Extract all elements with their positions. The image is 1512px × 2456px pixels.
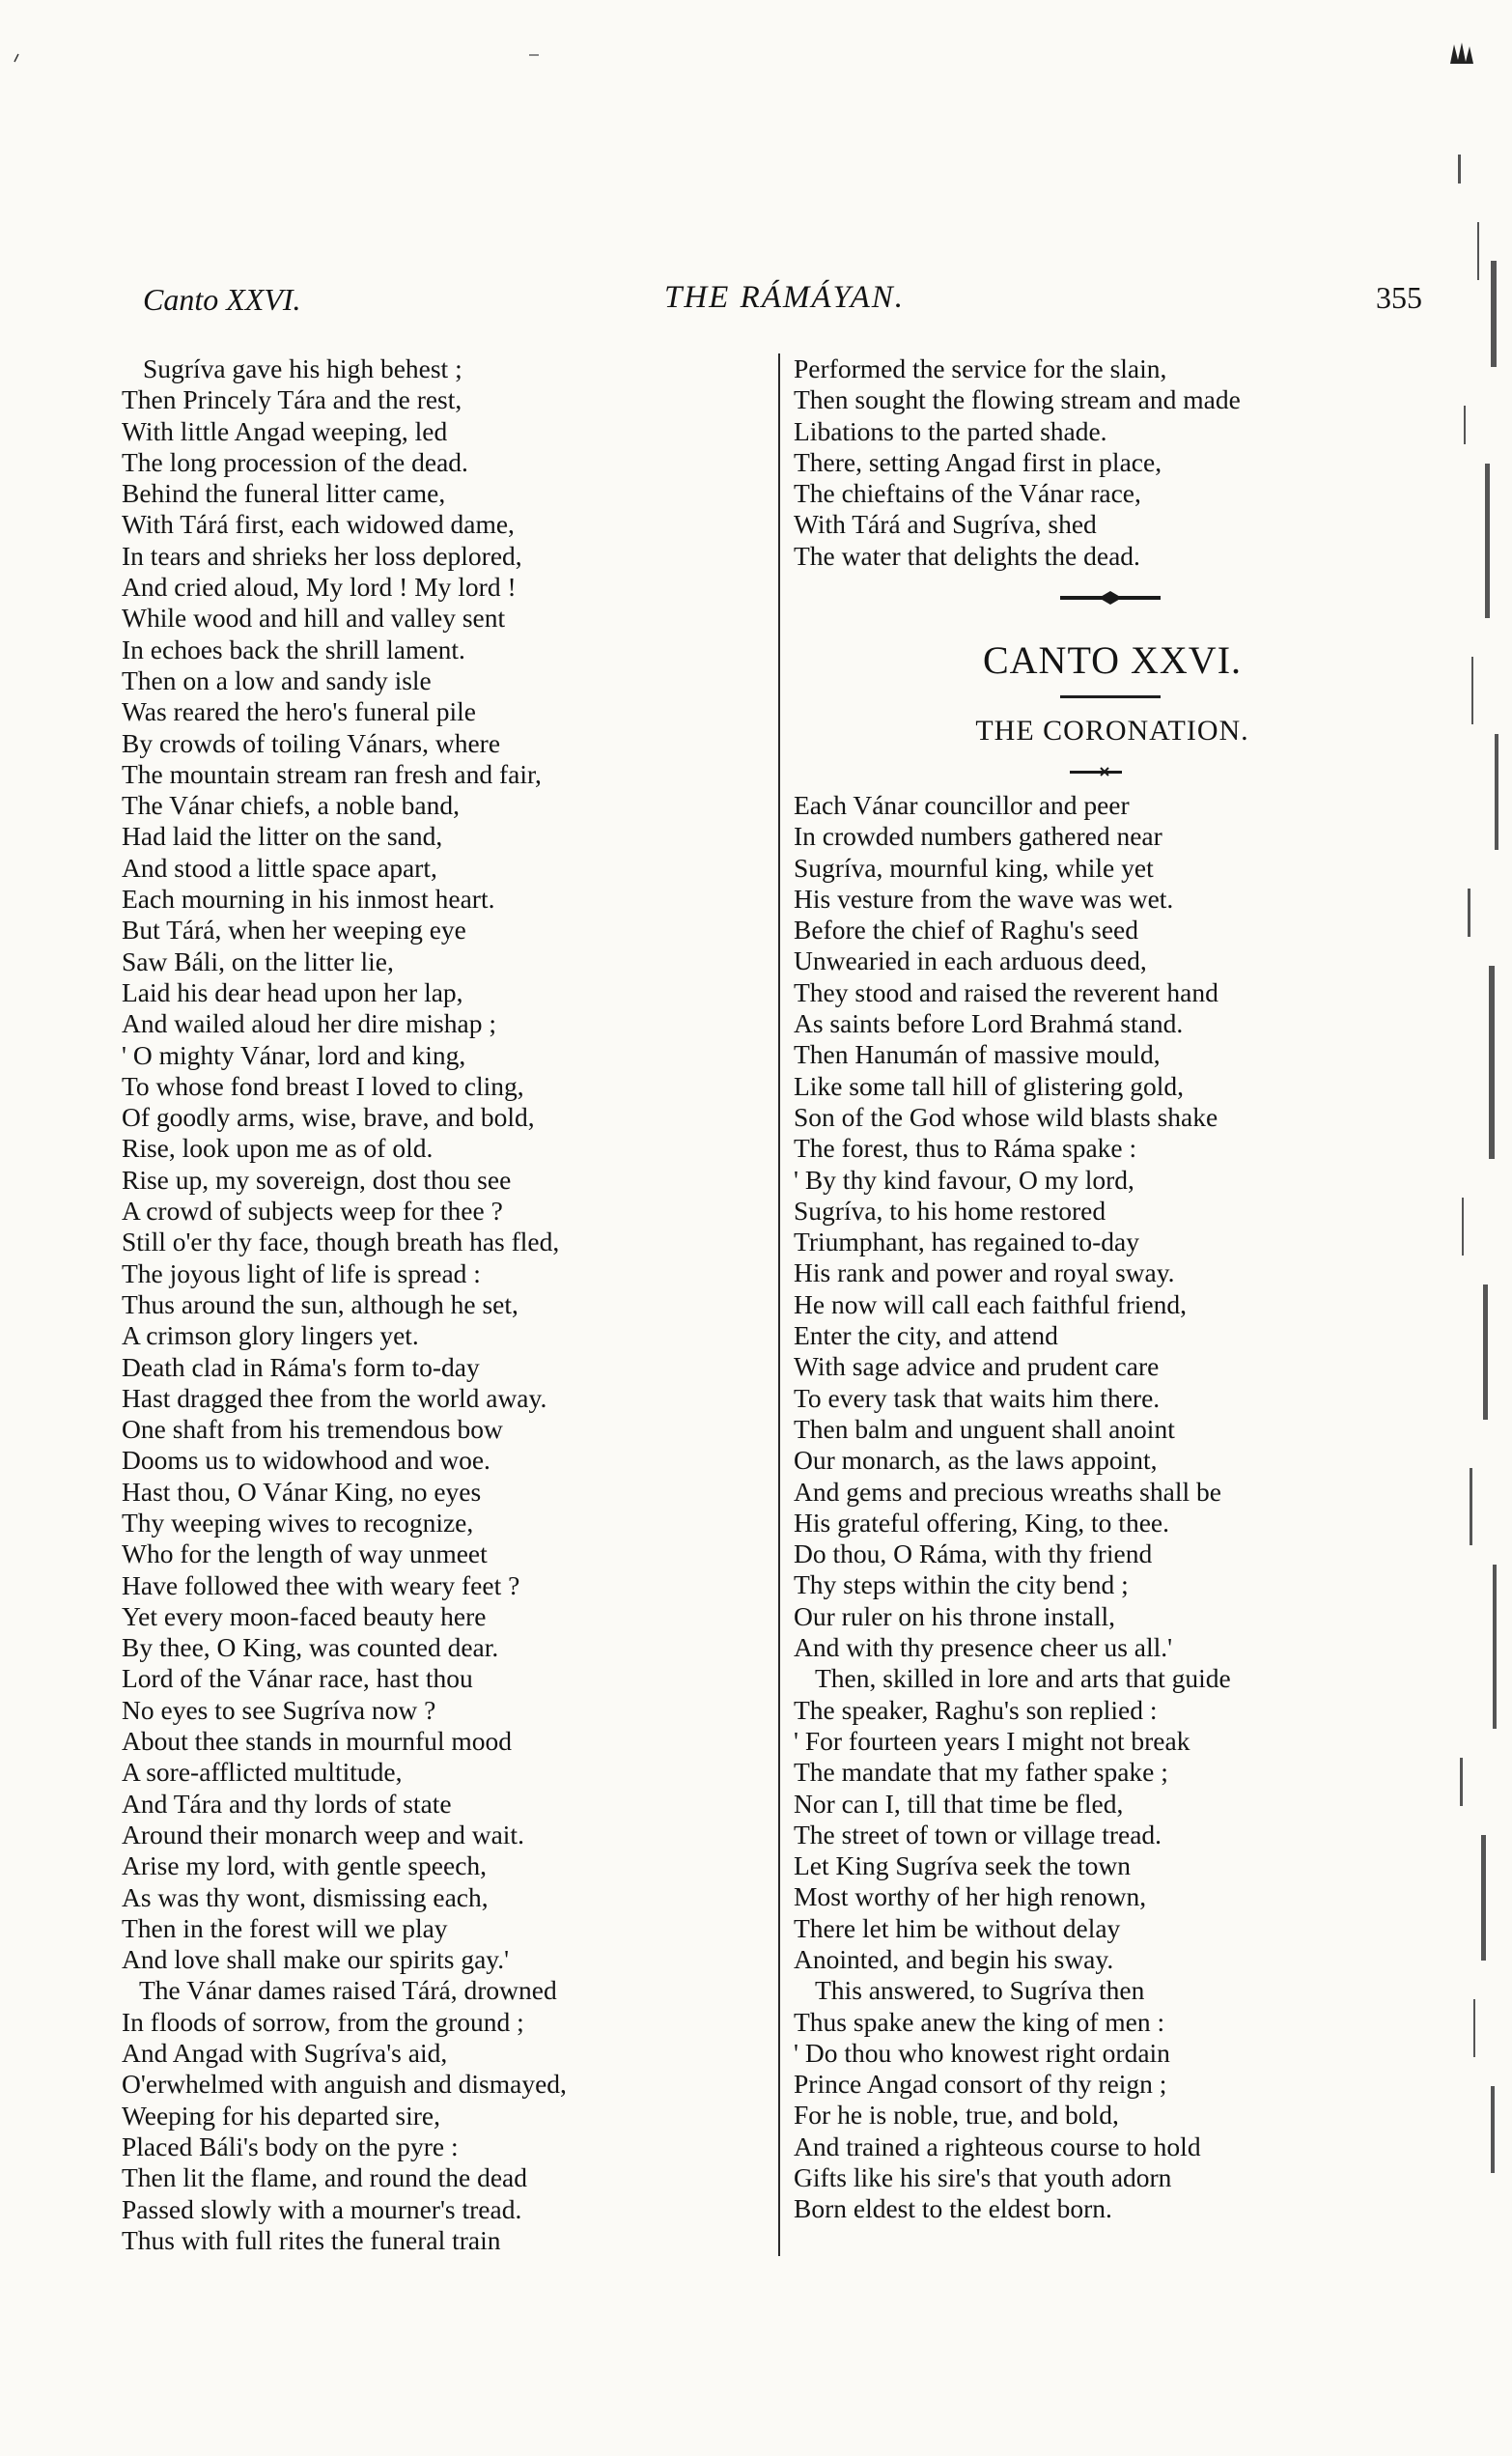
verse-line: About thee stands in mournful mood bbox=[122, 1726, 513, 1757]
verse-line: To every task that waits him there. bbox=[794, 1382, 1161, 1413]
running-header-left: Canto XXVI. bbox=[143, 282, 301, 317]
verse-line: Sugríva, mournful king, while yet bbox=[794, 852, 1154, 883]
verse-line: And with thy presence cheer us all.' bbox=[794, 1632, 1173, 1663]
verse-line: In tears and shrieks her loss deplored, bbox=[122, 540, 522, 571]
verse-line: His rank and power and royal sway. bbox=[794, 1257, 1175, 1288]
verse-line: Enter the city, and attend bbox=[794, 1320, 1058, 1351]
right-column-top bbox=[794, 353, 1431, 572]
ornament-divider-icon bbox=[1060, 591, 1161, 605]
verse-line: Thy weeping wives to recognize, bbox=[122, 1507, 474, 1538]
canto-subtitle: THE CORONATION. bbox=[975, 715, 1249, 747]
right-column-bottom bbox=[794, 790, 1431, 2225]
verse-line: Let King Sugríva seek the town bbox=[794, 1850, 1132, 1881]
verse-line: Laid his dear head upon her lap, bbox=[122, 976, 463, 1007]
verse-line: By thee, O King, was counted dear. bbox=[122, 1632, 499, 1663]
verse-line: As saints before Lord Brahmá stand. bbox=[794, 1008, 1184, 1039]
verse-line: This answered, to Sugríva then bbox=[815, 1975, 1145, 2006]
scan-corner-mark bbox=[1448, 39, 1477, 66]
verse-line: Saw Báli, on the litter lie, bbox=[122, 946, 394, 976]
verse-line: His vesture from the wave was wet. bbox=[794, 883, 1174, 914]
verse-line: His grateful offering, King, to thee. bbox=[794, 1507, 1169, 1538]
verse-line: Then in the forest will we play bbox=[122, 1912, 448, 1943]
verse-line: And wailed aloud her dire mishap ; bbox=[122, 1008, 496, 1039]
verse-line: The speaker, Raghu's son replied : bbox=[794, 1694, 1158, 1725]
verse-line: O'erwhelmed with anguish and dismayed, bbox=[122, 2069, 567, 2100]
verse-line: The forest, thus to Ráma spake : bbox=[794, 1133, 1137, 1164]
verse-line: Nor can I, till that time be fled, bbox=[794, 1788, 1124, 1819]
verse-line: A crowd of subjects weep for thee ? bbox=[122, 1196, 503, 1227]
verse-line: Was reared the hero's funeral pile bbox=[122, 696, 476, 727]
verse-line: With Tárá first, each widowed dame, bbox=[122, 509, 515, 540]
scan-edge-noise bbox=[1448, 116, 1512, 2221]
verse-line: The water that delights the dead. bbox=[794, 540, 1140, 571]
verse-line: Libations to the parted shade. bbox=[794, 415, 1107, 446]
verse-line: And gems and precious wreaths shall be bbox=[794, 1476, 1221, 1507]
verse-line: Thus around the sun, although he set, bbox=[122, 1288, 518, 1319]
verse-line: Then Hanumán of massive mould, bbox=[794, 1039, 1161, 1070]
verse-line: Do thou, O Ráma, with thy friend bbox=[794, 1539, 1153, 1569]
verse-line: In crowded numbers gathered near bbox=[794, 821, 1162, 852]
verse-line: Behind the funeral litter came, bbox=[122, 478, 446, 509]
heading-rule bbox=[1060, 695, 1161, 698]
scan-dash bbox=[529, 54, 539, 56]
verse-line: The Vánar dames raised Tárá, drowned bbox=[139, 1975, 557, 2006]
verse-line: Born eldest to the eldest born. bbox=[794, 2193, 1112, 2224]
verse-line: Thus spake anew the king of men : bbox=[794, 2006, 1165, 2037]
verse-line: In floods of sorrow, from the ground ; bbox=[122, 2006, 524, 2037]
verse-line: No eyes to see Sugríva now ? bbox=[122, 1694, 436, 1725]
verse-line: And Angad with Sugríva's aid, bbox=[122, 2038, 448, 2069]
verse-line: They stood and raised the reverent hand bbox=[794, 976, 1218, 1007]
verse-line: By crowds of toiling Vánars, where bbox=[122, 727, 501, 758]
verse-line: The street of town or village tread. bbox=[794, 1819, 1162, 1849]
verse-line: Sugríva, to his home restored bbox=[794, 1195, 1106, 1226]
page-number: 355 bbox=[1376, 280, 1422, 315]
verse-line: Thus with full rites the funeral train bbox=[122, 2224, 501, 2255]
verse-line: The chieftains of the Vánar race, bbox=[794, 478, 1141, 509]
verse-line: Performed the service for the slain, bbox=[794, 353, 1167, 383]
verse-line: With little Angad weeping, led bbox=[122, 415, 448, 446]
verse-line: And stood a little space apart, bbox=[122, 852, 437, 883]
column-divider bbox=[778, 353, 780, 2256]
verse-line: A crimson glory lingers yet. bbox=[122, 1320, 419, 1351]
verse-line: There, setting Angad first in place, bbox=[794, 446, 1162, 477]
verse-line: Have followed thee with weary feet ? bbox=[122, 1569, 520, 1600]
verse-line: Then balm and unguent shall anoint bbox=[794, 1413, 1175, 1444]
ornament-dash-icon bbox=[1070, 767, 1122, 776]
verse-line: A sore-afflicted multitude, bbox=[122, 1757, 403, 1788]
verse-line: Then lit the flame, and round the dead bbox=[122, 2162, 527, 2193]
verse-line: With Tárá and Sugríva, shed bbox=[794, 509, 1097, 540]
verse-line: Before the chief of Raghu's seed bbox=[794, 915, 1138, 946]
verse-line: Hast dragged thee from the world away. bbox=[122, 1382, 547, 1413]
verse-line: For he is noble, true, and bold, bbox=[794, 2100, 1119, 2131]
running-header-title: THE RÁMÁYAN. bbox=[664, 280, 906, 315]
verse-line: And trained a righteous course to hold bbox=[794, 2131, 1201, 2161]
verse-line: ' Do thou who knowest right ordain bbox=[794, 2037, 1170, 2068]
verse-line: Each mourning in his inmost heart. bbox=[122, 884, 495, 915]
verse-line: The joyous light of life is spread : bbox=[122, 1257, 481, 1288]
verse-line: ' For fourteen years I might not break bbox=[794, 1725, 1190, 1756]
verse-line: Who for the length of way unmeet bbox=[122, 1539, 488, 1569]
verse-line: There let him be without delay bbox=[794, 1912, 1121, 1943]
verse-line: Rise, look upon me as of old. bbox=[122, 1133, 434, 1164]
verse-line: Prince Angad consort of thy reign ; bbox=[794, 2069, 1167, 2100]
verse-line: Most worthy of her high renown, bbox=[794, 1881, 1147, 1912]
scan-mark bbox=[14, 50, 19, 60]
verse-line: Placed Báli's body on the pyre : bbox=[122, 2131, 459, 2161]
verse-line: Yet every moon-faced beauty here bbox=[122, 1600, 487, 1631]
verse-line: In echoes back the shrill lament. bbox=[122, 634, 465, 664]
left-column bbox=[122, 353, 759, 2256]
verse-line: The mountain stream ran fresh and fair, bbox=[122, 758, 542, 789]
verse-line: And love shall make our spirits gay.' bbox=[122, 1944, 510, 1975]
verse-line: Of goodly arms, wise, brave, and bold, bbox=[122, 1102, 535, 1133]
verse-line: Weeping for his departed sire, bbox=[122, 2100, 440, 2131]
verse-line: ' O mighty Vánar, lord and king, bbox=[122, 1039, 466, 1070]
verse-line: Dooms us to widowhood and woe. bbox=[122, 1445, 490, 1476]
verse-line: But Tárá, when her weeping eye bbox=[122, 915, 466, 946]
verse-line: Then on a low and sandy isle bbox=[122, 664, 432, 695]
verse-line: Still o'er thy face, though breath has fled, bbox=[122, 1227, 560, 1257]
verse-line: With sage advice and prudent care bbox=[794, 1351, 1160, 1382]
verse-line: One shaft from his tremendous bow bbox=[122, 1414, 503, 1445]
verse-line: As was thy wont, dismissing each, bbox=[122, 1881, 489, 1912]
verse-line: Anointed, and begin his sway. bbox=[794, 1943, 1114, 1974]
verse-line: The long procession of the dead. bbox=[122, 446, 468, 477]
verse-line: Our monarch, as the laws appoint, bbox=[794, 1445, 1158, 1476]
verse-line: He now will call each faithful friend, bbox=[794, 1288, 1187, 1319]
verse-line: Thy steps within the city bend ; bbox=[794, 1569, 1129, 1600]
verse-line: Then Princely Tára and the rest, bbox=[122, 384, 462, 415]
verse-line: Our ruler on his throne install, bbox=[794, 1600, 1115, 1631]
verse-line: The mandate that my father spake ; bbox=[794, 1757, 1168, 1788]
verse-line: While wood and hill and valley sent bbox=[122, 603, 506, 634]
verse-line: Gifts like his sire's that youth adorn bbox=[794, 2162, 1172, 2193]
verse-line: Sugríva gave his high behest ; bbox=[143, 353, 462, 383]
verse-line: Each Vánar councillor and peer bbox=[794, 790, 1130, 820]
verse-line: Then sought the flowing stream and made bbox=[794, 384, 1241, 415]
verse-line: Around their monarch weep and wait. bbox=[122, 1819, 524, 1849]
verse-line: Triumphant, has regained to-day bbox=[794, 1227, 1139, 1257]
verse-line: Like some tall hill of glistering gold, bbox=[794, 1070, 1185, 1101]
verse-line: ' By thy kind favour, O my lord, bbox=[794, 1164, 1134, 1195]
verse-line: And cried aloud, My lord ! My lord ! bbox=[122, 572, 517, 603]
verse-line: The Vánar chiefs, a noble band, bbox=[122, 790, 460, 821]
verse-line: Arise my lord, with gentle speech, bbox=[122, 1850, 488, 1881]
verse-line: Then, skilled in lore and arts that guide bbox=[815, 1663, 1231, 1694]
verse-line: Death clad in Ráma's form to-day bbox=[122, 1351, 480, 1382]
canto-heading: CANTO XXVI. bbox=[982, 638, 1243, 682]
verse-line: Son of the God whose wild blasts shake bbox=[794, 1101, 1218, 1132]
verse-line: Passed slowly with a mourner's tread. bbox=[122, 2193, 522, 2224]
verse-line: Lord of the Vánar race, hast thou bbox=[122, 1663, 473, 1694]
verse-line: Had laid the litter on the sand, bbox=[122, 821, 443, 852]
verse-line: To whose fond breast I loved to cling, bbox=[122, 1070, 524, 1101]
verse-line: And Tára and thy lords of state bbox=[122, 1788, 452, 1819]
verse-line: Unwearied in each arduous deed, bbox=[794, 946, 1147, 976]
verse-line: Rise up, my sovereign, dost thou see bbox=[122, 1164, 512, 1195]
verse-line: Hast thou, O Vánar King, no eyes bbox=[122, 1476, 482, 1507]
